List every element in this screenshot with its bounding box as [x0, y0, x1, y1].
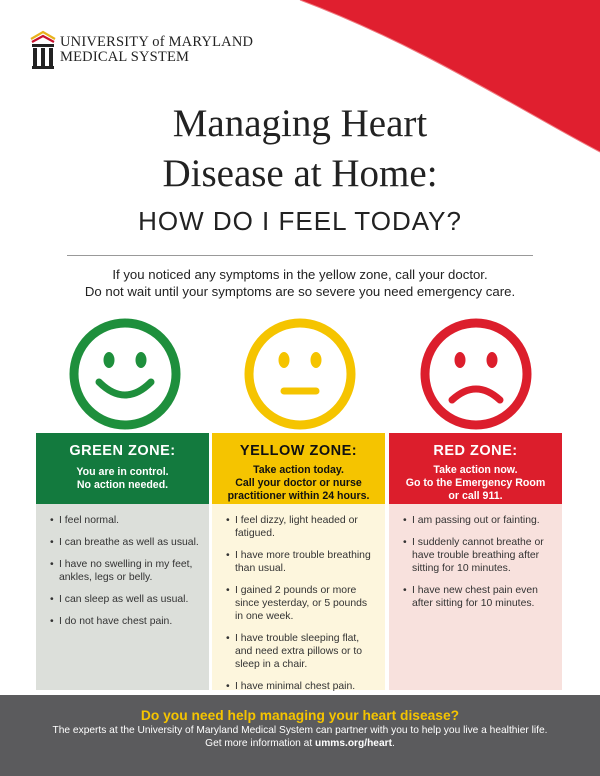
- yellow-zone-desc-line: Call your doctor or nurse: [235, 477, 362, 489]
- umms-logo[interactable]: [30, 30, 253, 70]
- red-zone-desc-line: Go to the Emergency Room: [405, 477, 546, 489]
- intro-line-1: If you noticed any symptoms in the yellow zone, call your doctor.: [112, 267, 488, 282]
- red-zone-symptoms: [389, 504, 562, 690]
- footer-line-2: [0, 738, 600, 751]
- green-zone-title: GREEN ZONE:: [69, 443, 176, 459]
- yellow-zone-desc-line: Take action today.: [253, 464, 344, 476]
- footer-link-suffix: .: [392, 737, 395, 749]
- red-zone-desc-line: or call 911.: [448, 490, 503, 502]
- title-divider: [67, 255, 533, 256]
- footer-link[interactable]: umms.org/heart: [315, 737, 392, 749]
- yellow-zone-desc-line: practitioner within 24 hours.: [227, 490, 370, 502]
- symptom-item: • I gained 2 pounds or more since yesterday, or 5 pounds in one week.: [226, 584, 375, 623]
- page-title-line-1: Managing Heart: [172, 102, 428, 145]
- green-zone-header: [36, 433, 209, 504]
- logo-columns-icon: [30, 30, 56, 70]
- neutral-face-icon: [244, 318, 356, 430]
- footer-link-prefix: Get more information at: [205, 737, 315, 749]
- green-zone-desc-line: No action needed.: [76, 479, 169, 491]
- yellow-zone-instructions: [212, 464, 385, 503]
- logo-line-2: MEDICAL SYSTEM: [60, 49, 190, 65]
- symptom-item: • I can breathe as well as usual.: [50, 536, 199, 549]
- symptom-item: • I have more trouble breathing than usual.: [226, 549, 375, 575]
- green-zone-symptoms: [36, 504, 209, 690]
- green-zone-column: [36, 433, 209, 690]
- symptom-item: • I can sleep as well as usual.: [50, 593, 199, 606]
- symptom-item: • I suddenly cannot breathe or have trouble breathing after sitting for 10 minutes.: [403, 536, 552, 575]
- footer-line-1: The experts at the University of Maryland Medical System can partner with you to help you live a healthier life.: [52, 725, 548, 736]
- symptom-item: • I feel dizzy, light headed or fatigued.: [226, 514, 375, 540]
- red-zone-title: RED ZONE:: [433, 443, 518, 459]
- symptom-item: • I have no swelling in my feet, ankles, legs or belly.: [50, 558, 199, 584]
- yellow-zone-symptoms: [212, 504, 385, 690]
- column-divider: [386, 433, 389, 690]
- intro-text: [0, 266, 600, 300]
- page-title-line-2: Disease at Home:: [162, 152, 438, 195]
- green-zone-instructions: [36, 466, 209, 492]
- symptom-item: • I feel normal.: [50, 514, 199, 527]
- symptom-item: • I have new chest pain even after sitting for 10 minutes.: [403, 584, 552, 610]
- page-subtitle: HOW DO I FEEL TODAY?: [138, 206, 462, 236]
- happy-face-icon: [69, 318, 181, 430]
- footer-question: Do you need help managing your heart disease?: [140, 708, 460, 723]
- yellow-zone-header: [212, 433, 385, 504]
- red-zone-header: [389, 433, 562, 504]
- yellow-zone-title: YELLOW ZONE:: [239, 443, 358, 459]
- logo-wordmark: [60, 35, 253, 65]
- symptom-item: • I do not have chest pain.: [50, 615, 199, 628]
- symptom-item: • I have minimal chest pain.: [226, 680, 375, 693]
- intro-line-2: Do not wait until your symptoms are so severe you need emergency care.: [84, 284, 516, 299]
- green-zone-desc-line: You are in control.: [76, 466, 169, 478]
- red-zone-column: [389, 433, 562, 690]
- red-zone-instructions: [389, 464, 562, 503]
- symptom-item: • I have trouble sleeping flat, and need extra pillows or to sleep in a chair.: [226, 632, 375, 671]
- red-zone-desc-line: Take action now.: [433, 464, 518, 476]
- symptom-item: • I am passing out or fainting.: [403, 514, 552, 527]
- logo-line-1: UNIVERSITY of MARYLAND: [60, 34, 254, 50]
- footer-banner: [0, 695, 600, 776]
- sad-face-icon: [420, 318, 532, 430]
- column-divider: [209, 433, 212, 690]
- yellow-zone-column: [212, 433, 385, 690]
